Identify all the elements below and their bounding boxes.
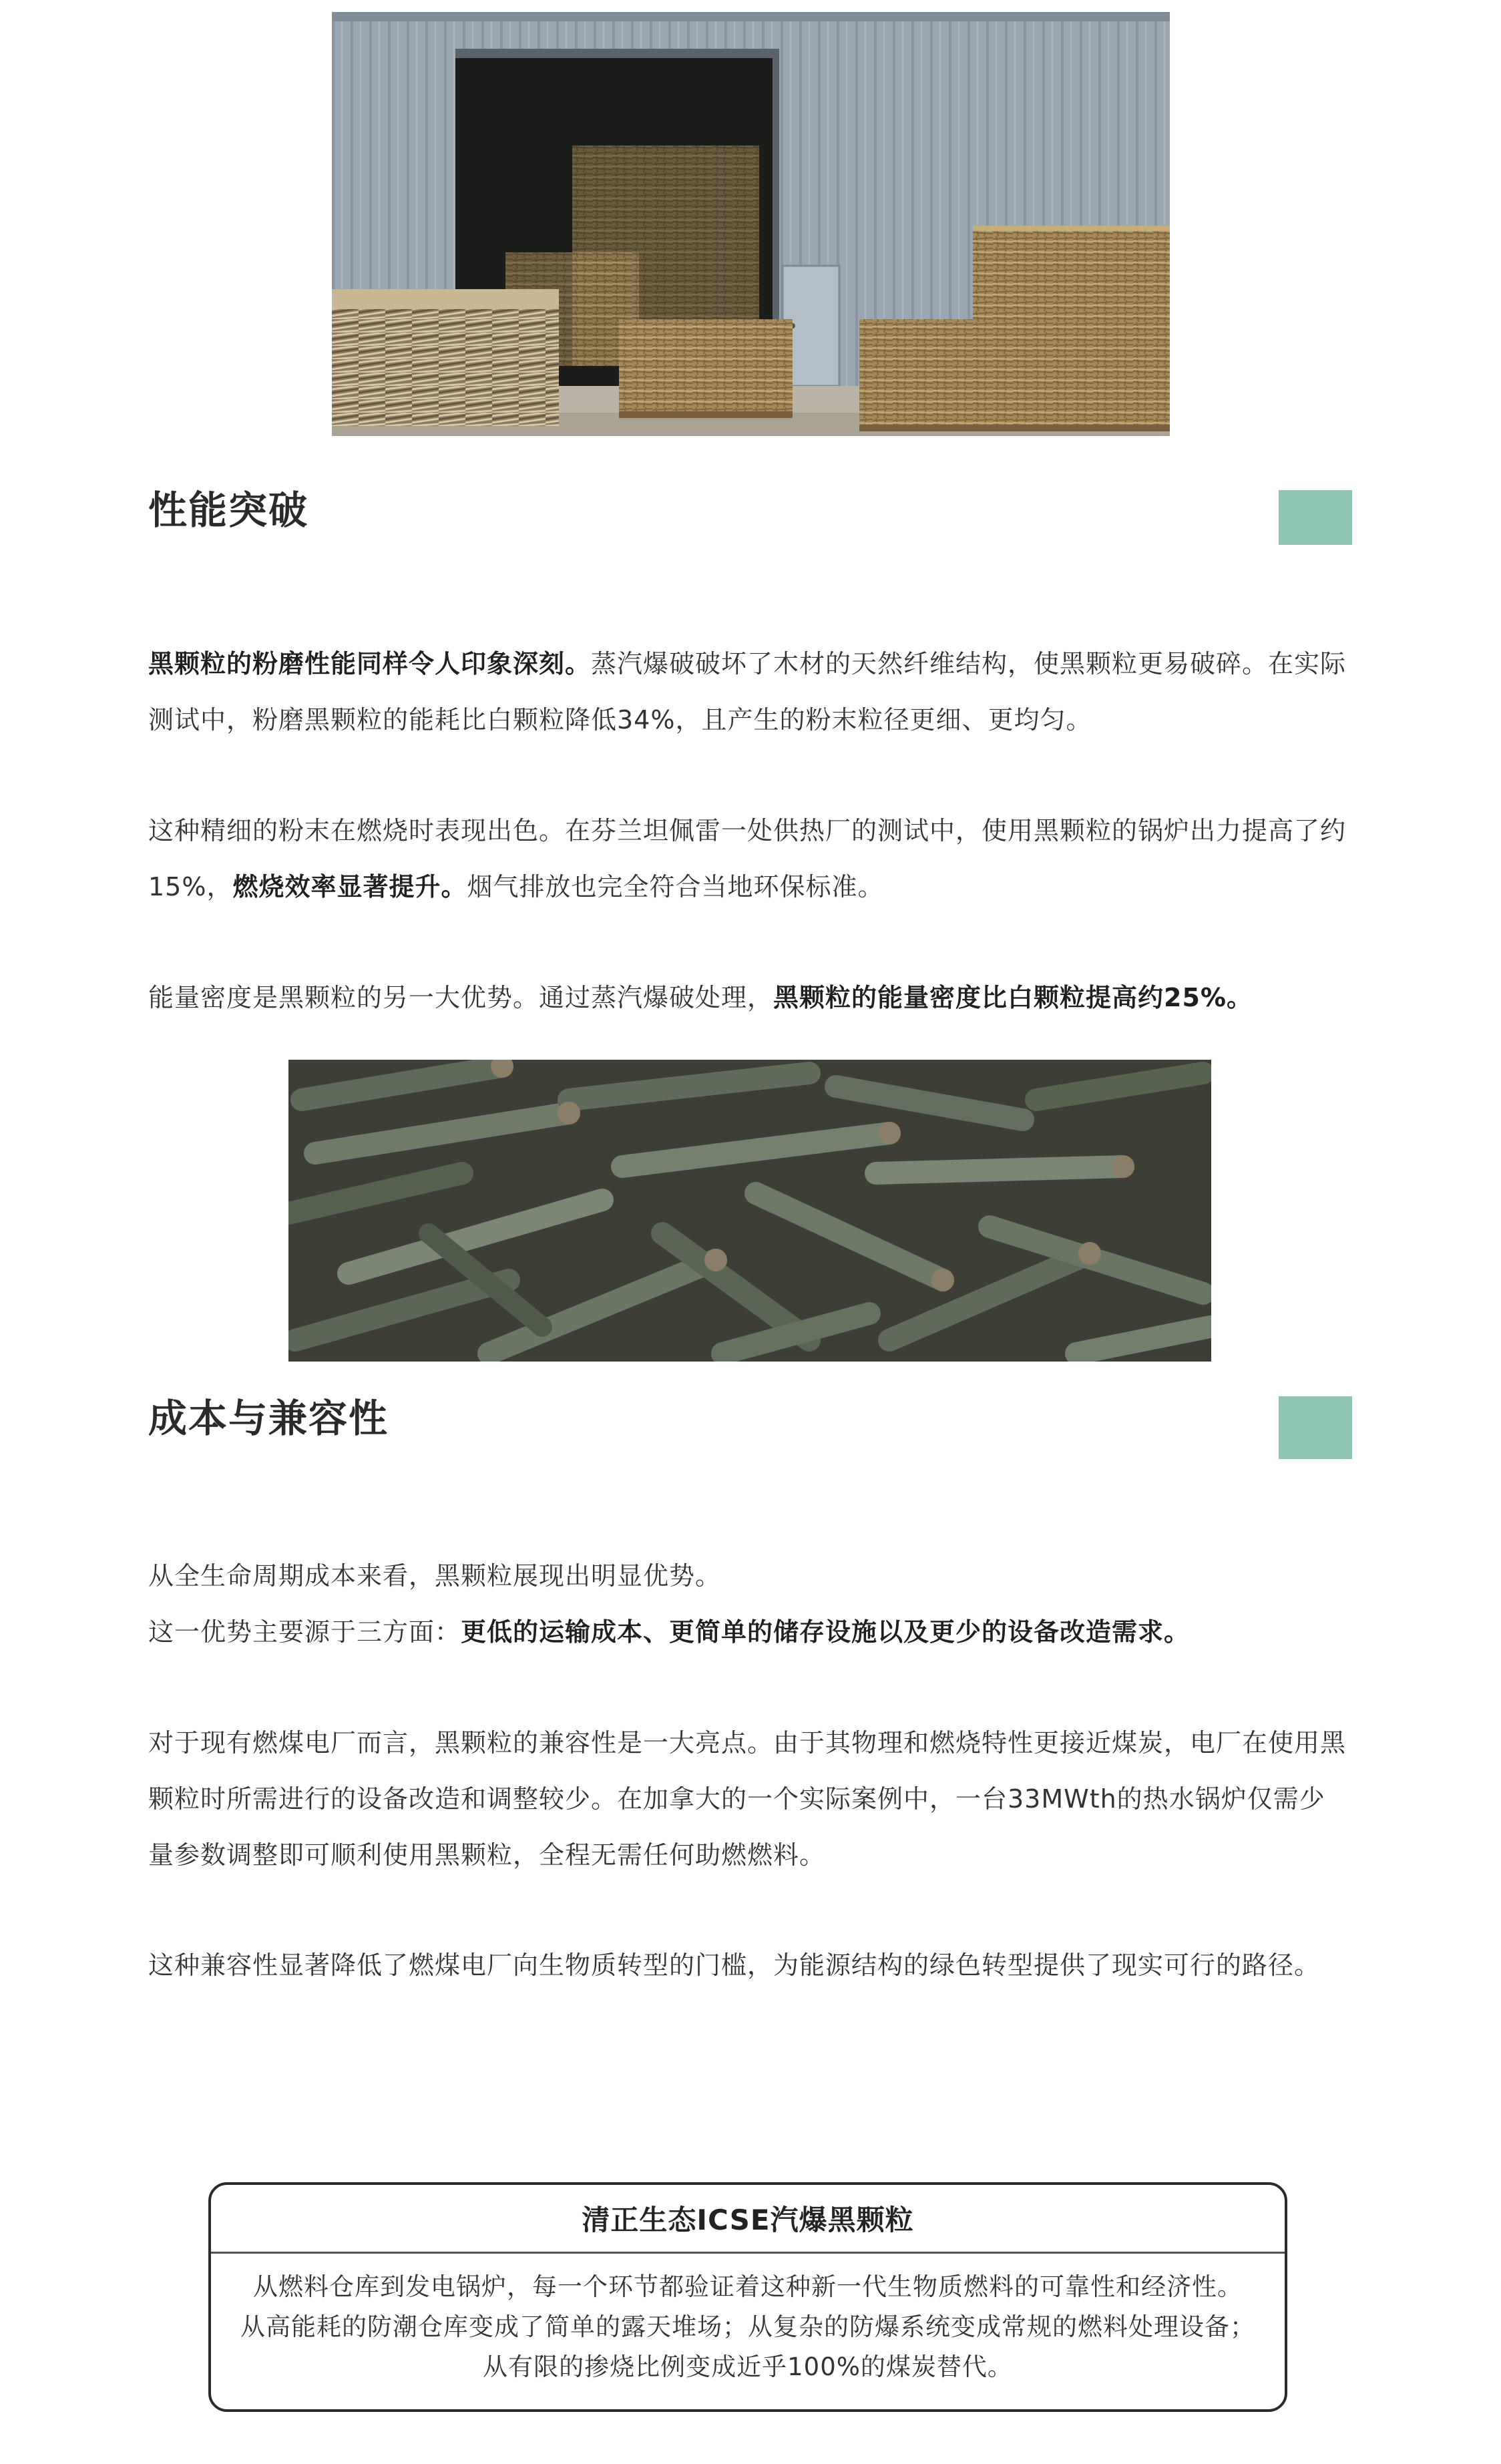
paragraph-energy-density xyxy=(148,970,1350,1026)
bold-highlight: 燃烧效率显著提升。 xyxy=(232,872,467,901)
bold-highlight: 黑颗粒的能量密度比白颗粒提高约25%。 xyxy=(773,983,1253,1012)
accent-square xyxy=(1279,490,1352,545)
paragraph-text: 能量密度是黑颗粒的另一大优势。通过蒸汽爆破处理， xyxy=(148,983,774,1012)
summary-body xyxy=(211,2254,1285,2387)
section-title-cost-compatibility: 成本与兼容性 xyxy=(148,1396,389,1441)
paragraph-line: 从全生命周期成本来看，黑颗粒展现出明显优势。 xyxy=(148,1561,722,1591)
paragraph-line xyxy=(148,1604,1350,1660)
accent-square xyxy=(1279,1396,1352,1459)
summary-title: 清正生态ICSE汽爆黑颗粒 xyxy=(211,2185,1285,2254)
section-title-performance: 性能突破 xyxy=(148,487,309,533)
summary-line: 从燃料仓库到发电锅炉，每一个环节都验证着这种新一代生物质燃料的可靠性和经济性。 xyxy=(253,2272,1243,2301)
pellets-photo xyxy=(288,1060,1211,1362)
warehouse-photo xyxy=(332,12,1170,436)
paragraph-text: 烟气排放也完全符合当地环保标准。 xyxy=(467,872,884,901)
paragraph-text: 这种精细的粉末在燃烧时表现出色。在芬兰坦佩雷一处供热厂的测试中，使用黑颗粒的锅炉出力提高了约15%， xyxy=(148,816,1347,901)
summary-line: 从高能耗的防潮仓库变成了简单的露天堆场；从复杂的防爆系统变成常规的燃料处理设备；从有限的掺烧比例变成近乎100%的煤炭替代。 xyxy=(240,2312,1255,2381)
paragraph-lifecycle-cost xyxy=(148,1548,1350,1660)
paragraph-compatibility: 对于现有燃煤电厂而言，黑颗粒的兼容性是一大亮点。由于其物理和燃烧特性更接近煤炭，电厂在使用黑颗粒时所需进行的设备改造和调整较少。在加拿大的一个实际案例中，一台33MWth的热水锅炉仅需少量参数调整即可顺利使用黑颗粒，全程无需任何助燃燃料。 xyxy=(148,1728,1347,1870)
paragraph-text: 这一优势主要源于三方面： xyxy=(148,1617,461,1647)
paragraph-grinding xyxy=(148,636,1350,748)
paragraph-combustion xyxy=(148,803,1350,915)
paragraph-transition: 这种兼容性显著降低了燃煤电厂向生物质转型的门槛，为能源结构的绿色转型提供了现实可行的路径。 xyxy=(148,1950,1321,1980)
bold-highlight: 更低的运输成本、更简单的储存设施以及更少的设备改造需求。 xyxy=(461,1617,1191,1647)
bold-lead: 黑颗粒的粉磨性能同样令人印象深刻。 xyxy=(148,649,592,678)
summary-box xyxy=(208,2182,1287,2412)
paragraph-text: 蒸汽爆破破坏了木材的天然纤维结构，使黑颗粒更易破碎。在实际测试中，粉磨黑颗粒的能耗比白颗粒降低34%，且产生的粉末粒径更细、更均匀。 xyxy=(148,649,1347,735)
